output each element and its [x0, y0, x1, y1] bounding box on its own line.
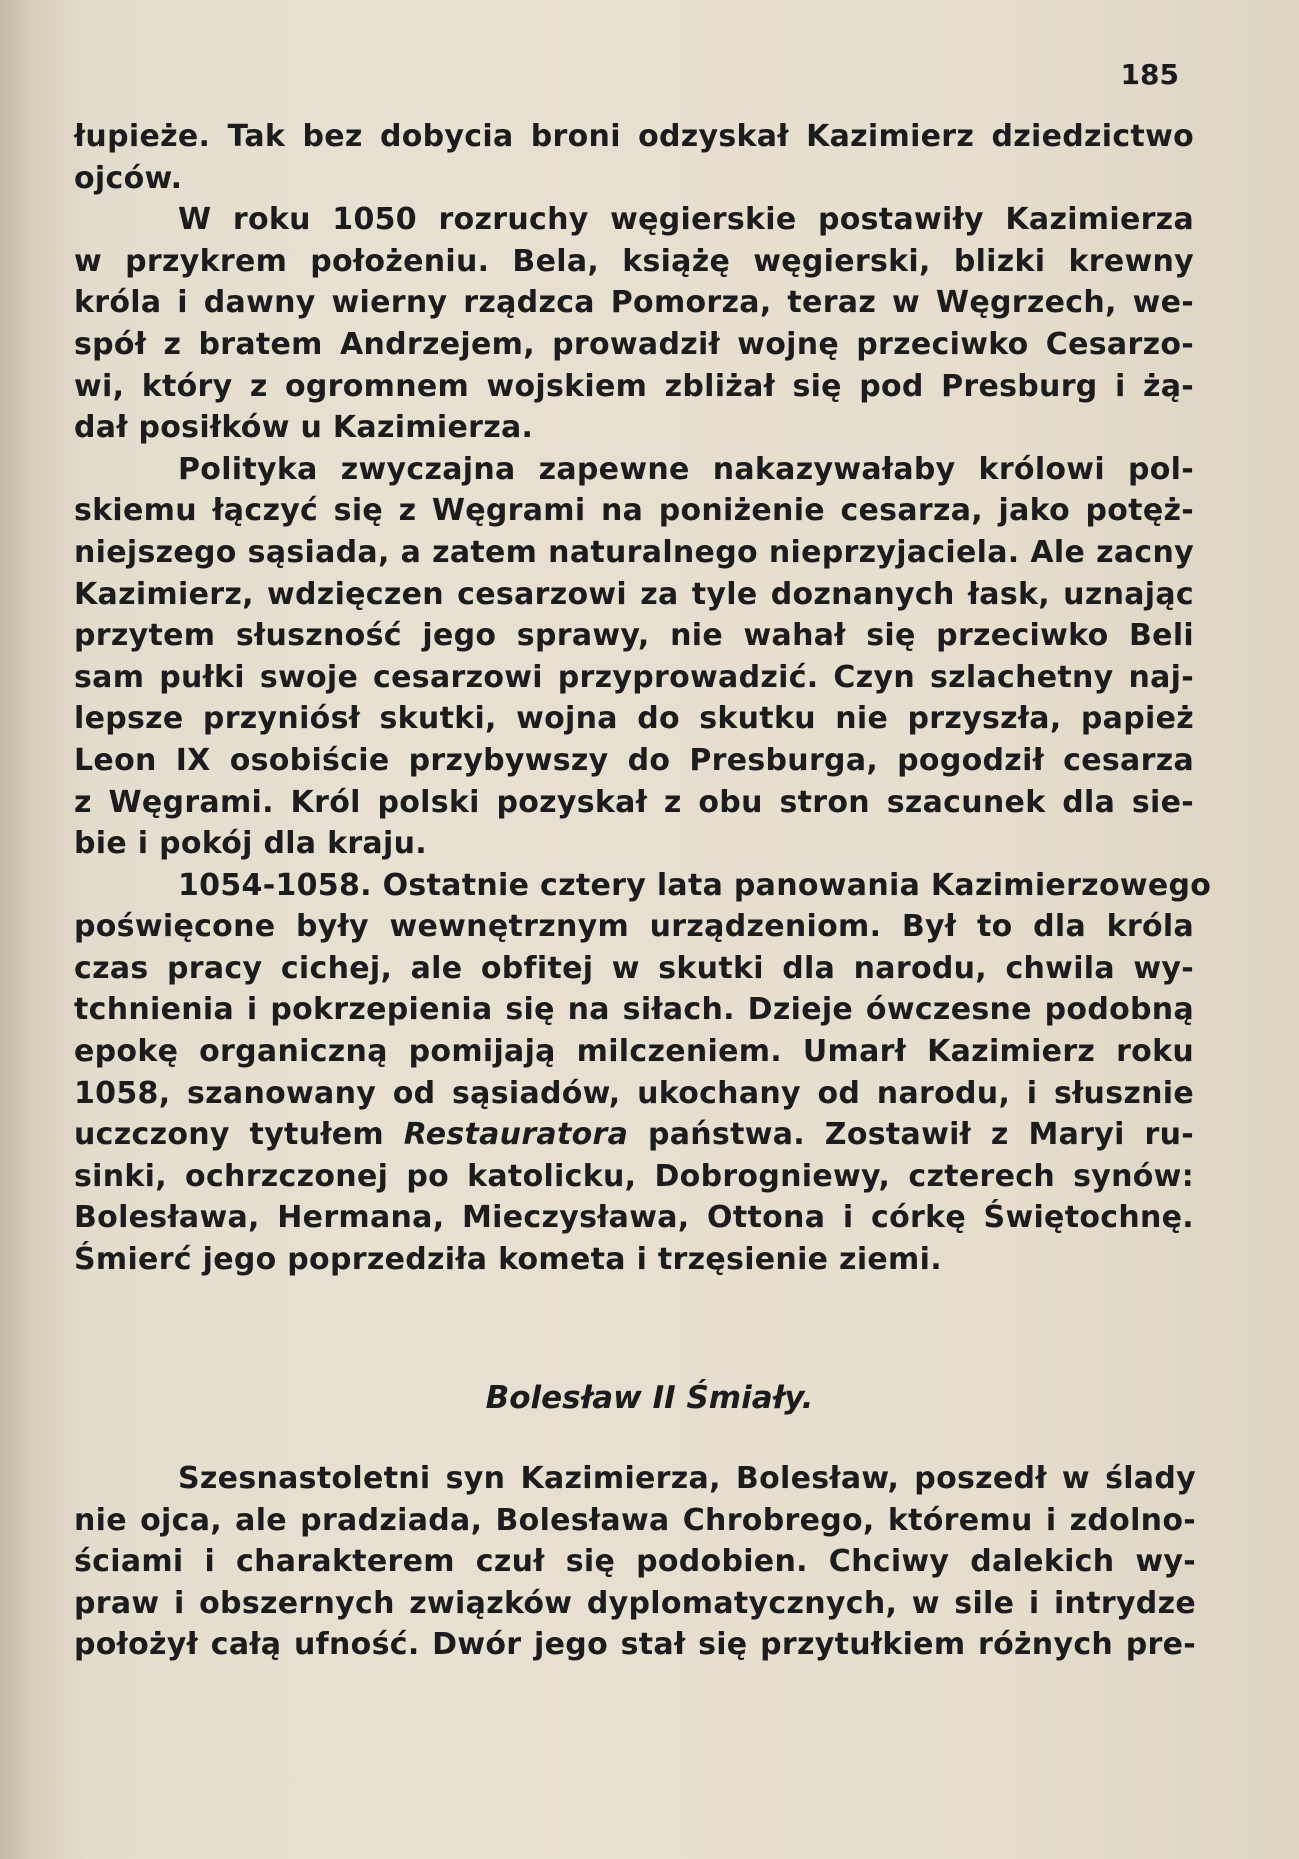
text-line: nie ojca, ale pradziada, Bolesława Chrobrego, któremu i zdolno- — [74, 1502, 1196, 1538]
text-line: 1054-1058. Ostatnie cztery lata panowania Kazimierzowego — [178, 867, 1212, 903]
text-line: dał posiłków u Kazimierza. — [74, 410, 534, 446]
text-line: sam pułki swoje cesarzowi przyprowadzić. Czyn szlachetny naj- — [74, 659, 1194, 695]
text-line: przytem słuszność jego sprawy, nie wahał się przeciwko Beli — [74, 618, 1194, 654]
text-line: Polityka zwyczajna zapewne nakazywałaby królowi pol- — [178, 451, 1194, 487]
text-line: tchnienia i pokrzepienia się na siłach. Dzieje ówczesne podobną — [74, 992, 1194, 1028]
text-line: spół z bratem Andrzejem, prowadził wojnę przeciwko Cesarzo- — [74, 326, 1194, 362]
text-line: uczczony tytułem Restauratora państwa. Zostawił z Maryi ru- — [74, 1117, 1194, 1153]
text-line: niejszego sąsiada, a zatem naturalnego nieprzyjaciela. Ale zacny — [74, 534, 1194, 570]
text-line: praw i obszernych związków dyplomatycznych, w sile i intrydze — [74, 1585, 1196, 1621]
text-line: epokę organiczną pomijają milczeniem. Umarł Kazimierz roku — [74, 1034, 1194, 1070]
text-line: łupieże. Tak bez dobycia broni odzyskał Kazimierz dziedzictwo — [74, 119, 1194, 154]
text-line: bie i pokój dla kraju. — [74, 826, 427, 862]
text-line: ojców. — [74, 160, 183, 196]
italic-term: Restauratora — [403, 1117, 629, 1153]
text-line: króla i dawny wierny rządzca Pomorza, teraz w Węgrzech, we- — [74, 285, 1194, 321]
text-line: z Węgrami. Król polski pozyskał z obu stron szacunek dla sie- — [74, 784, 1194, 820]
text-line: Kazimierz, wdzięczen cesarzowi za tyle doznanych łask, uznając — [74, 576, 1194, 612]
page-number: 185 — [1120, 58, 1179, 91]
text-line: Leon IX osobiście przybywszy do Presburga, pogodził cesarza — [74, 742, 1194, 778]
text-line: skiemu łączyć się z Węgrami na poniżenie cesarza, jako potęż- — [74, 493, 1194, 529]
text-line: W roku 1050 rozruchy węgierskie postawiły Kazimierza — [178, 202, 1194, 238]
text-line: położył całą ufność. Dwór jego stał się przytułkiem różnych pre- — [74, 1627, 1196, 1663]
body-text-upper — [74, 116, 1212, 1281]
text-line: Bolesława, Hermana, Mieczysława, Ottona i córkę Świętochnę. — [74, 1200, 1194, 1236]
text-line: Śmierć jego poprzedziła kometa i trzęsienie ziemi. — [74, 1242, 942, 1278]
text-line: 1058, szanowany od sąsiadów, ukochany od narodu, i słusznie — [74, 1075, 1194, 1111]
text-line: wi, który z ogromnem wojskiem zbliżał się pod Presburg i żą- — [74, 368, 1194, 404]
text-line: lepsze przyniósł skutki, wojna do skutku nie przyszła, papież — [74, 701, 1194, 737]
text-line: Szesnastoletni syn Kazimierza, Bolesław, poszedł w ślady — [178, 1461, 1196, 1496]
section-heading: Bolesław II Śmiały. — [485, 1380, 814, 1416]
text-line: sinki, ochrzczonej po katolicku, Dobrogniewy, czterech synów: — [74, 1158, 1194, 1194]
text-line: ściami i charakterem czuł się podobien. Chciwy dalekich wy- — [74, 1544, 1196, 1580]
text-line: w przykrem położeniu. Bela, książę węgierski, blizki krewny — [74, 243, 1194, 279]
text-line: poświęcone były wewnętrznym urządzeniom. Był to dla króla — [74, 909, 1194, 945]
body-text-lower — [74, 1458, 1196, 1666]
text-line: czas pracy cichej, ale obfitej w skutki dla narodu, chwila wy- — [74, 950, 1194, 986]
